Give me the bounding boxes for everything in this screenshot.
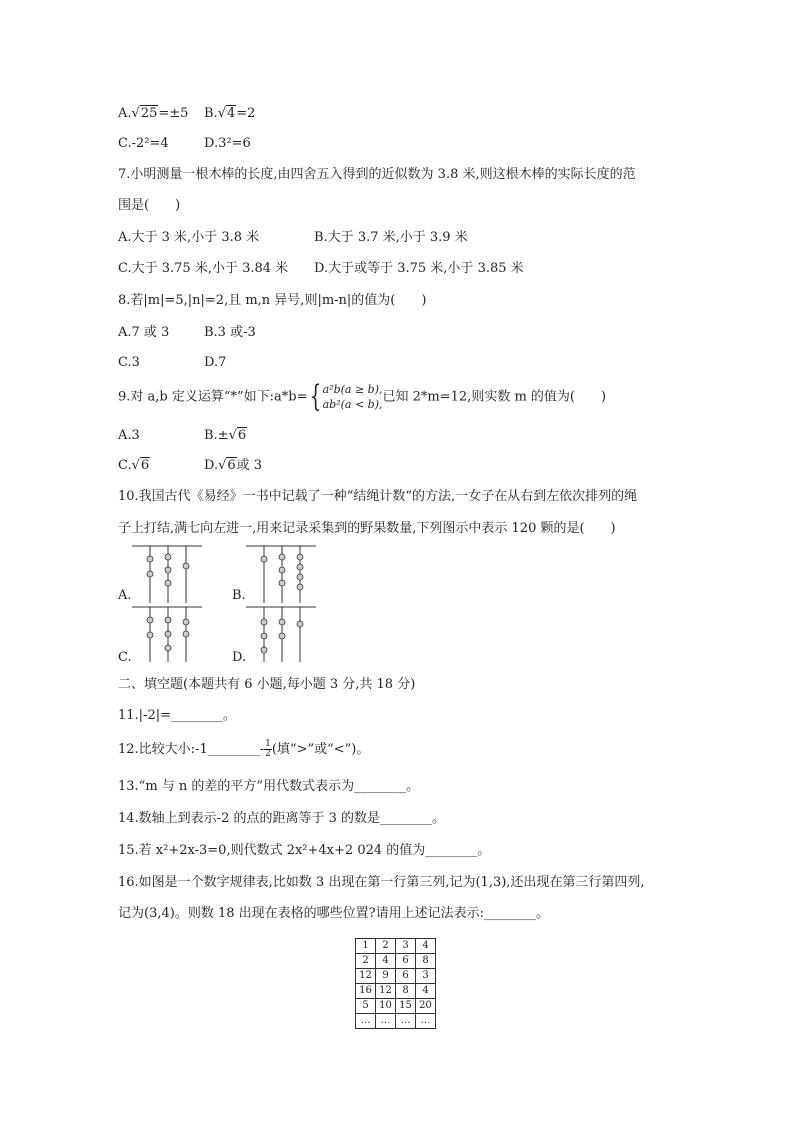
q9-case-1: a²b(a ≥ b), bbox=[322, 383, 383, 396]
q6-option-a: A.√25=±5 bbox=[118, 106, 189, 121]
q6-option-d: D.3²=6 bbox=[204, 136, 251, 151]
q9-option-b-radicand: 6 bbox=[237, 428, 247, 443]
q9-option-c-label: C. bbox=[118, 458, 132, 473]
q9-brace: { bbox=[309, 379, 321, 414]
table-row bbox=[356, 984, 436, 999]
table-cell: 2 bbox=[356, 954, 376, 969]
q8-option-a: A.7 或 3 bbox=[118, 325, 170, 340]
table-cell: … bbox=[416, 1014, 436, 1029]
table-row bbox=[356, 954, 436, 969]
table-cell: 10 bbox=[376, 999, 396, 1014]
q10-option-b-label: B. bbox=[232, 588, 246, 603]
q9-option-b-label: B.± bbox=[204, 428, 229, 443]
section-heading: 二、填空题(本题共有 6 小题,每小题 3 分,共 18 分) bbox=[118, 677, 416, 692]
q14: 14.数轴上到表示-2 的点的距离等于 3 的数是________。 bbox=[118, 811, 446, 826]
number-pattern-table bbox=[355, 938, 436, 1029]
q10-option-d-label: D. bbox=[232, 650, 247, 665]
q9-stem-pre: 9.对 a,b 定义运算“*”如下:a*b= bbox=[118, 389, 308, 405]
table-cell: 12 bbox=[376, 984, 396, 999]
q9-stem bbox=[118, 379, 607, 414]
table-cell: 15 bbox=[396, 999, 416, 1014]
q7-option-b: B.大于 3.7 米,小于 3.9 米 bbox=[314, 230, 468, 245]
table-cell: 20 bbox=[416, 999, 436, 1014]
q9-cases bbox=[323, 382, 383, 412]
q9-option-c-radicand: 6 bbox=[140, 458, 150, 473]
q6-option-b: B.√4=2 bbox=[204, 106, 256, 121]
q7-option-a: A.大于 3 米,小于 3.8 米 bbox=[118, 230, 260, 245]
knot-figure-a bbox=[130, 543, 210, 605]
table-cell: 12 bbox=[356, 969, 376, 984]
q7-stem-line2: 围是( ) bbox=[118, 198, 181, 213]
q9-option-d: D.√6或 3 bbox=[204, 458, 263, 473]
q12-fraction bbox=[264, 740, 272, 759]
q6-option-b-label: B. bbox=[204, 106, 218, 121]
q9-option-c: C.√6 bbox=[118, 458, 150, 473]
q6-option-b-rest: =2 bbox=[236, 106, 256, 121]
q6-option-c: C.-2²=4 bbox=[118, 136, 169, 151]
q9-option-d-radicand: 6 bbox=[227, 458, 236, 473]
q12-pre: 12.比较大小:-1________- bbox=[118, 742, 265, 757]
q8-option-b: B.3 或-3 bbox=[204, 325, 256, 340]
table-row bbox=[356, 1014, 436, 1029]
q12-numerator: 1 bbox=[265, 739, 271, 749]
table-row bbox=[356, 999, 436, 1014]
q12-denominator: 2 bbox=[265, 749, 271, 759]
table-cell: 6 bbox=[396, 954, 416, 969]
q16-stem-line2: 记为(3,4)。则数 18 出现在表格的哪些位置?请用上述记法表示:________。 bbox=[118, 906, 549, 921]
q10-stem-line2: 子上打结,满七向左进一,用来记录采集到的野果数量,下列图示中表示 120 颗的是( ) bbox=[118, 521, 616, 536]
q9-option-d-label: D. bbox=[204, 458, 219, 473]
q9-stem-post: 已知 2*m=12,则实数 m 的值为( ) bbox=[382, 389, 607, 405]
q9-case-2: ab²(a < b), bbox=[322, 398, 383, 411]
table-cell: 4 bbox=[376, 954, 396, 969]
table-cell: 9 bbox=[376, 969, 396, 984]
q9-option-d-post: 或 3 bbox=[236, 458, 263, 473]
q16-stem-line1: 16.如图是一个数字规律表,比如数 3 出现在第一行第三列,记为(1,3),还出现在第三行第四列, bbox=[118, 875, 645, 890]
table-cell: 5 bbox=[356, 999, 376, 1014]
q6-option-a-radicand: 25 bbox=[140, 106, 158, 121]
q10-stem-line1: 10.我国古代《易经》一书中记载了一种“结绳计数”的方法,一女子在从右到左依次排列的绳 bbox=[118, 489, 638, 504]
table-cell: … bbox=[356, 1014, 376, 1029]
knot-figure-c bbox=[130, 604, 210, 664]
table-cell: … bbox=[396, 1014, 416, 1029]
q8-option-d: D.7 bbox=[204, 355, 227, 370]
table-cell: … bbox=[376, 1014, 396, 1029]
table-cell: 3 bbox=[396, 939, 416, 954]
q9-option-b: B.±√6 bbox=[204, 428, 247, 443]
table-cell: 3 bbox=[416, 969, 436, 984]
table-cell: 4 bbox=[416, 984, 436, 999]
q7-option-d: D.大于或等于 3.75 米,小于 3.85 米 bbox=[314, 261, 524, 276]
q10-option-c-label: C. bbox=[118, 650, 132, 665]
table-cell: 8 bbox=[416, 954, 436, 969]
table-cell: 2 bbox=[376, 939, 396, 954]
q10-option-a-label: A. bbox=[118, 588, 132, 603]
q6-option-a-label: A. bbox=[118, 106, 132, 121]
table-row bbox=[356, 939, 436, 954]
q6-option-a-rest: =±5 bbox=[158, 106, 189, 121]
q13: 13.“m 与 n 的差的平方”用代数式表示为________。 bbox=[118, 779, 420, 794]
q12 bbox=[118, 740, 369, 759]
q8-stem: 8.若|m|=5,|n|=2,且 m,n 异号,则|m-n|的值为( ) bbox=[118, 293, 427, 308]
q7-option-c: C.大于 3.75 米,小于 3.84 米 bbox=[118, 261, 289, 276]
table-row bbox=[356, 969, 436, 984]
table-cell: 4 bbox=[416, 939, 436, 954]
q15: 15.若 x²+2x-3=0,则代数式 2x²+4x+2 024 的值为________。 bbox=[118, 843, 491, 858]
q7-stem-line1: 7.小明测量一根木棒的长度,由四舍五入得到的近似数为 3.8 米,则这根木棒的实际长度的范 bbox=[118, 167, 636, 182]
knot-figure-b bbox=[244, 543, 324, 605]
q6-option-b-radicand: 4 bbox=[226, 106, 236, 121]
q8-option-c: C.3 bbox=[118, 355, 140, 370]
q11: 11.|-2|=________。 bbox=[118, 708, 236, 723]
table-cell: 8 bbox=[396, 984, 416, 999]
knot-figure-d bbox=[244, 604, 324, 664]
q9-option-a: A.3 bbox=[118, 428, 140, 443]
table-cell: 1 bbox=[356, 939, 376, 954]
q12-post: (填“>”或“<”)。 bbox=[271, 742, 370, 757]
table-cell: 16 bbox=[356, 984, 376, 999]
table-cell: 6 bbox=[396, 969, 416, 984]
